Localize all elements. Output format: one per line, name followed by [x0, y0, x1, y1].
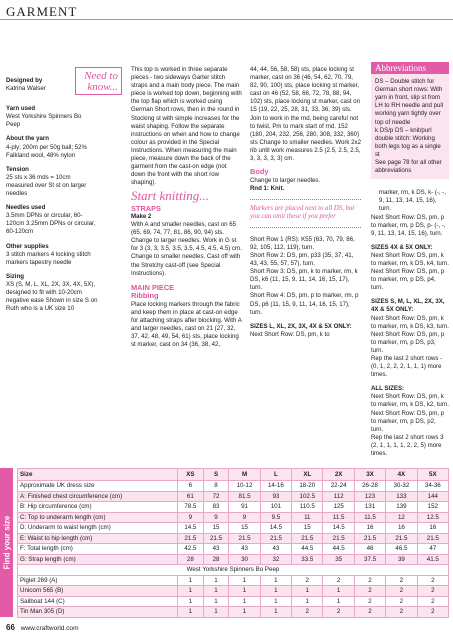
value-cell: 21.5 — [260, 533, 291, 544]
info-heading: Tension — [6, 165, 29, 173]
value-cell: 1 — [323, 586, 354, 597]
straps-text: With A and smaller needles, cast on 65 (65, 69, 74, 77, 81, 86, 90, 94) sts. Change to larger needles. Work in G st for 3 (3, 3, 3.5, 3.5, 3.5, 4.5, 4.5, 4.5) cm. Change to smaller needles. Cast off with the Stretchy cast-off (see Special Instructions). — [131, 221, 242, 277]
value-cell: 16 — [386, 523, 417, 534]
value-cell: 46 — [354, 544, 385, 555]
value-cell: 2 — [417, 586, 448, 597]
table-row — [18, 607, 449, 618]
sizes-s-heading: SIZES S, M, L, XL, 2X, 3X, 4X & 5X ONLY: — [371, 298, 445, 314]
value-cell: 1 — [292, 596, 323, 607]
value-cell: 1 — [260, 596, 291, 607]
value-cell: 21.5 — [229, 533, 260, 544]
table-header-cell: 3X — [354, 469, 385, 481]
value-cell: 41.5 — [417, 554, 448, 565]
value-cell: 1 — [229, 607, 260, 618]
abbreviations-title: Abbreviations — [371, 62, 449, 74]
value-cell: 14.5 — [323, 523, 354, 534]
value-cell: 1 — [323, 596, 354, 607]
value-cell: 39 — [386, 554, 417, 565]
pattern-info-column — [6, 66, 122, 313]
value-cell: 110.5 — [292, 502, 323, 513]
value-cell: 61 — [178, 491, 204, 502]
short-row-2: Short Row 2: DS, pm, p33 (35, 37, 41, 43, 43, 55, 57, 57), turn. — [250, 252, 354, 268]
value-cell: 42.5 — [178, 544, 204, 555]
value-cell: 123 — [354, 491, 385, 502]
start-knitting-heading: Start knitting... — [131, 188, 209, 204]
short-rows-list — [250, 236, 361, 317]
value-cell: 46.5 — [386, 544, 417, 555]
value-cell: 1 — [260, 575, 291, 586]
value-cell: 28 — [203, 554, 229, 565]
value-cell: 9.5 — [260, 512, 291, 523]
ribbing-continued-text: 44, 44, 56, 58, 58) sts, place locking st marker, cast on 36 (46, 54, 62, 70, 79, 82, 90, 100) sts, place locking st marker, cast on 46 (52, 58, 66, 72, 78, 88, 94, 102) sts, place locking st marker, cast on 15 (19, 22, 25, 28, 31, 33, 36, 39) sts. Join to work in the rnd, being careful not to twist. Pm to mark start of rnd. 152 (180, 204, 232, 256, 280, 308, 332, 360) sts Change to smaller needles. Work 2x2 rib until work measures 2.5 (2.5, 2.5, 2.5, 3, 3, 3, 3, 3) cm. — [250, 66, 361, 163]
value-cell: 1 — [203, 607, 229, 618]
sizes-s-row-1: Next Short Row: DS, pm, k to marker, rm, k DS, k3, turn. — [371, 314, 449, 330]
value-cell: 2 — [386, 607, 417, 618]
value-cell: 1 — [229, 575, 260, 586]
value-cell: 15 — [292, 523, 323, 534]
instructions-column-2 — [250, 66, 361, 339]
abbr-see-page: See page 78 for all other abbreviations — [375, 159, 442, 175]
value-cell: 125 — [323, 502, 354, 513]
table-row — [18, 481, 449, 492]
value-cell: 9 — [203, 512, 229, 523]
table-row — [18, 512, 449, 523]
page-number: 66 — [6, 623, 15, 632]
table-header-cell: 2X — [323, 469, 354, 481]
abbreviations-column — [371, 63, 449, 458]
value-cell: 14-16 — [260, 481, 291, 492]
all-sizes-row-1: Next Short Row: DS, pm, k to marker, rm, k DS, k2, turn. — [371, 393, 449, 409]
value-cell: 14.5 — [260, 523, 291, 534]
row-label-cell: G: Strap length (cm) — [18, 554, 178, 565]
value-cell: 16 — [417, 523, 448, 534]
table-header-cell: XL — [292, 469, 323, 481]
value-cell: 28 — [178, 554, 204, 565]
info-tension — [6, 166, 122, 198]
value-cell: 72 — [203, 491, 229, 502]
table-row — [18, 502, 449, 513]
value-cell: 2 — [417, 575, 448, 586]
row-label-cell: F: Total length (cm) — [18, 544, 178, 555]
value-cell: 6 — [178, 481, 204, 492]
find-your-size-tab — [0, 468, 13, 617]
value-cell: 33.5 — [292, 554, 323, 565]
sizes-l-text: Next Short Row: DS, pm, k to — [250, 330, 330, 338]
row-label-cell: Approximate UK dress size — [18, 481, 178, 492]
value-cell: 83 — [203, 502, 229, 513]
header-divider — [0, 19, 453, 20]
value-cell: 2 — [386, 575, 417, 586]
info-text: 3.5mm DPNs or circular, 60-120cm 3.25mm DPNs or circular, 60-120cm — [6, 212, 96, 236]
value-cell: 2 — [354, 575, 385, 586]
value-cell: 2 — [292, 575, 323, 586]
value-cell: 30-32 — [386, 481, 417, 492]
info-about-yarn — [6, 135, 122, 159]
value-cell: 1 — [178, 575, 204, 586]
value-cell: 1 — [292, 586, 323, 597]
short-row-1: Short Row 1 (RS): K55 (63, 70, 79, 86, 92, 105, 112, 119), turn. — [250, 235, 355, 251]
table-header-cell: Size — [18, 469, 178, 481]
straps-subheading: Make 2 — [131, 213, 152, 220]
value-cell: 10-12 — [229, 481, 260, 492]
info-text: XS (S, M, L, XL, 2X, 3X, 4X, 5X), designed to fit with 10-20cm negative ease Shown in size S on Ruth who is a UK size 10 — [6, 280, 98, 313]
value-cell: 1 — [229, 586, 260, 597]
straps-heading: STRAPS — [131, 203, 161, 213]
intro-paragraph: This top is worked in three separate pieces - two sideways Garter stitch straps and a main body piece. The main piece is worked top down, beginning with the top flap which is worked using German Short rows, then in the round in Stocking st with simple increases for the waist shaping. Follow the separate instructions on when and how to change colour as provided in the Special Instructions. When measuring the main piece, measure down the back of the garment from the cast-on edge (not down the front with the short row shaping). — [131, 66, 242, 187]
sizes-4x-heading: SIZES 4X & 5X ONLY: — [371, 243, 433, 251]
value-cell: 1 — [229, 596, 260, 607]
table-header-cell: S — [203, 469, 229, 481]
main-piece-heading: MAIN PIECE — [131, 282, 175, 292]
abbr-ds: DS – Double stitch for German short rows: With yarn in front, slip st from LH to RH needle and pull working yarn tightly over top of needle — [375, 78, 444, 126]
table-header-row — [18, 469, 449, 481]
value-cell: 81.5 — [229, 491, 260, 502]
sizes-l-heading: SIZES L, XL, 2X, 3X, 4X & 5X ONLY: — [250, 322, 352, 330]
row-label-cell: C: Top to underarm length (cm) — [18, 512, 178, 523]
table-row — [18, 523, 449, 534]
page-footer — [6, 623, 79, 632]
abbreviations-box — [371, 62, 449, 179]
short-row-4: Short Row 4: DS, pm, p to marker, rm, p DS, p6 (11, 15, 9, 11, 14, 16, 15, 17), turn. — [250, 292, 359, 316]
value-cell: 21.5 — [417, 533, 448, 544]
table-header-cell: M — [229, 469, 260, 481]
value-cell: 1 — [178, 607, 204, 618]
sizes-4x-row-1: Next Short Row: DS, pm, k to marker, rm, k DS, k4, turn. — [371, 251, 449, 267]
value-cell: 21.5 — [178, 533, 204, 544]
value-cell: 1 — [260, 607, 291, 618]
info-text: Katrina Walser — [6, 85, 46, 93]
row-label-cell: Sailboat 144 (C) — [18, 596, 178, 607]
table-row — [18, 554, 449, 565]
value-cell: 44.5 — [292, 544, 323, 555]
value-cell: 1 — [178, 596, 204, 607]
all-sizes-heading: ALL SIZES: — [371, 385, 405, 393]
instructions-column-1 — [131, 66, 242, 349]
main-piece-text: Place locking markers through the fabric and keep them in place at cast-on edge for attaching straps after blocking. With A and larger needles, cast on 21 (27, 32, 37, 42, 48, 49, 54, 61) sts, place locking st marker, cast on 34 (36, 38, 42, — [131, 300, 242, 349]
row-label-cell: D: Underarm to waist length (cm) — [18, 523, 178, 534]
value-cell: 2 — [386, 586, 417, 597]
row-label-cell: Unicorn 565 (B) — [18, 586, 178, 597]
value-cell: 11.5 — [354, 512, 385, 523]
value-cell: 43 — [203, 544, 229, 555]
row-label-cell: E: Waist to hip length (cm) — [18, 533, 178, 544]
info-heading: Yarn used — [6, 105, 36, 113]
info-needles — [6, 204, 122, 236]
value-cell: 43 — [229, 544, 260, 555]
value-cell: 2 — [354, 607, 385, 618]
value-cell: 93 — [260, 491, 291, 502]
value-cell: 32 — [260, 554, 291, 565]
sizes-s-row-3: Rep the last 2 short rows - (0, 1, 2, 2, 2, 1, 1, 1) more times. — [371, 355, 443, 379]
size-table — [17, 468, 449, 618]
table-row — [18, 586, 449, 597]
info-text: 4-ply; 200m per 50g ball; 52% Falkland wool, 48% nylon — [6, 143, 87, 159]
value-cell: 43 — [260, 544, 291, 555]
value-cell: 2 — [417, 596, 448, 607]
info-sizing — [6, 273, 122, 313]
row-label-cell: Piglet 269 (A) — [18, 575, 178, 586]
short-row-cont-1: marker, rm, k DS, k- (-, -, 9, 11, 13, 14, 15, 16), turn. — [379, 189, 447, 213]
table-row — [18, 533, 449, 544]
value-cell: 1 — [178, 586, 204, 597]
short-row-3: Short Row 3: DS, pm, k to marker, rm, k DS, k6 (11, 15, 9, 11, 14, 16, 15, 17), turn. — [250, 268, 358, 292]
value-cell: 2 — [323, 607, 354, 618]
markers-note: Markers are placed next to all DS, but you can omit these if you prefer — [250, 199, 361, 228]
value-cell: 21.5 — [292, 533, 323, 544]
info-heading: Other supplies — [6, 242, 49, 250]
ribbing-subheading: Ribbing — [131, 291, 159, 301]
value-cell: 15 — [229, 523, 260, 534]
table-row — [18, 491, 449, 502]
value-cell: 34-36 — [417, 481, 448, 492]
find-your-size-label: Find your size — [2, 515, 12, 570]
value-cell: 1 — [203, 586, 229, 597]
value-cell: 37.5 — [354, 554, 385, 565]
value-cell: 14.5 — [178, 523, 204, 534]
value-cell: 15 — [203, 523, 229, 534]
sizes-4x-row-2: Next Short Row: DS, pm, p to marker, rm, p DS, p4, turn. — [371, 268, 445, 292]
value-cell: 26-28 — [354, 481, 385, 492]
table-row — [18, 575, 449, 586]
value-cell: 101 — [260, 502, 291, 513]
yarn-caption-row — [18, 565, 449, 576]
yarn-caption: West Yorkshire Spinners Bo Peep — [18, 565, 449, 576]
info-heading: About the yarn — [6, 135, 49, 143]
info-text: 3 stitch markers 4 locking stitch markers tapestry needle — [6, 250, 91, 266]
value-cell: 21.5 — [386, 533, 417, 544]
body-heading: Body — [250, 167, 269, 177]
size-table-body — [18, 481, 449, 618]
all-sizes-row-2: Next Short Row: DS, pm, p to marker, rm, p DS, p2, turn. — [371, 409, 445, 433]
info-designer — [6, 77, 122, 93]
row-label-cell: B: Hip circumference (cm) — [18, 502, 178, 513]
section-title: GARMENT — [6, 4, 78, 19]
value-cell: 16 — [354, 523, 385, 534]
value-cell: 112 — [323, 491, 354, 502]
table-header-cell: 5X — [417, 469, 448, 481]
need-to-know-line2: know... — [87, 81, 118, 93]
value-cell: 78.5 — [178, 502, 204, 513]
value-cell: 11.5 — [323, 512, 354, 523]
row-label-cell: A: Finished chest circumference (cm) — [18, 491, 178, 502]
value-cell: 12.5 — [417, 512, 448, 523]
table-header-cell: XS — [178, 469, 204, 481]
row-label-cell: Tin Man 305 (D) — [18, 607, 178, 618]
value-cell: 2 — [417, 607, 448, 618]
short-row-cont-2: Next Short Row: DS, pm, p to marker, rm, p DS, p- (-, -, 9, 11, 13, 14, 15, 16), turn. — [371, 213, 446, 237]
value-cell: 30 — [229, 554, 260, 565]
body-text-2: Rnd 1: Knit. — [250, 184, 285, 192]
value-cell: 9 — [178, 512, 204, 523]
info-yarn — [6, 105, 122, 129]
sizes-s-row-2: Next Short Row: DS, pm, p to marker, rm, p DS, p3, turn. — [371, 330, 445, 354]
info-text: West Yorkshire Spinners Bo Peep — [6, 113, 82, 129]
table-header-cell: 4X — [386, 469, 417, 481]
value-cell: 2 — [354, 586, 385, 597]
value-cell: 91 — [229, 502, 260, 513]
value-cell: 1 — [260, 586, 291, 597]
need-to-know-line1: Need to — [84, 70, 118, 82]
value-cell: 35 — [323, 554, 354, 565]
info-text: 25 sts x 36 mds = 10cm measured over St st on larger needles — [6, 173, 87, 198]
value-cell: 1 — [203, 596, 229, 607]
value-cell: 139 — [386, 502, 417, 513]
value-cell: 47 — [417, 544, 448, 555]
value-cell: 152 — [417, 502, 448, 513]
abbr-kds: k DS/p DS – knit/purl double stitch: Working both legs tog as a single st — [375, 126, 441, 158]
table-header-cell: L — [260, 469, 291, 481]
value-cell: 102.5 — [292, 491, 323, 502]
info-heading: Sizing — [6, 272, 24, 280]
value-cell: 22-24 — [323, 481, 354, 492]
table-row — [18, 596, 449, 607]
value-cell: 11 — [292, 512, 323, 523]
value-cell: 1 — [203, 575, 229, 586]
value-cell: 8 — [203, 481, 229, 492]
info-heading: Needles used — [6, 204, 46, 212]
value-cell: 18-20 — [292, 481, 323, 492]
value-cell: 131 — [354, 502, 385, 513]
info-supplies — [6, 243, 122, 267]
footer-url: www.craftworld.com — [20, 625, 79, 632]
value-cell: 2 — [292, 607, 323, 618]
value-cell: 44.5 — [323, 544, 354, 555]
value-cell: 144 — [417, 491, 448, 502]
body-text-1: Change to larger needles. — [250, 176, 321, 184]
value-cell: 2 — [354, 596, 385, 607]
value-cell: 133 — [386, 491, 417, 502]
value-cell: 21.5 — [323, 533, 354, 544]
all-sizes-row-3: Rep the last 2 short rows 3 (2, 1, 1, 1, 1, 2, 2, 5) more times. — [371, 433, 444, 458]
value-cell: 12 — [386, 512, 417, 523]
value-cell: 21.5 — [203, 533, 229, 544]
value-cell: 21.5 — [354, 533, 385, 544]
table-row — [18, 544, 449, 555]
value-cell: 9 — [229, 512, 260, 523]
value-cell: 2 — [323, 575, 354, 586]
value-cell: 2 — [386, 596, 417, 607]
info-heading: Designed by — [6, 77, 43, 84]
